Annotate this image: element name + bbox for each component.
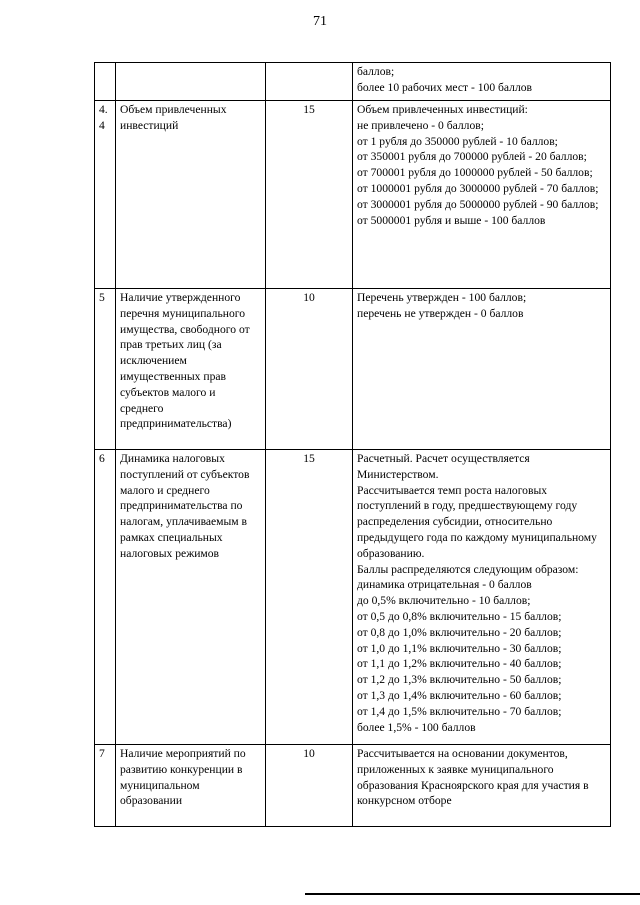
description-line: Рассчитывается на основании документов, приложенных к заявке муниципального образования Красноярского края для участия в конкурсном отборе xyxy=(357,747,589,808)
description-line: от 0,5 до 0,8% включительно - 15 баллов; xyxy=(357,609,562,623)
description-line: Рассчитывается темп роста налоговых поступлений в году, предшествующему году распределения субсидии, относительно предыдущего года по каждому муниципальному образованию. xyxy=(357,483,597,560)
description-line: более 1,5% - 100 баллов xyxy=(357,720,476,734)
criterion-name-cell xyxy=(116,63,266,101)
row-number-cell: 7 xyxy=(95,745,116,827)
scoring-description-cell xyxy=(353,63,611,101)
description-line: от 3000001 рубля до 5000000 рублей - 90 баллов; xyxy=(357,197,599,211)
weight-cell: 15 xyxy=(266,101,353,289)
scoring-description-cell xyxy=(353,289,611,450)
description-line: от 1,2 до 1,3% включительно - 50 баллов; xyxy=(357,673,562,687)
scan-edge-rule xyxy=(305,893,640,895)
description-line: Объем привлеченных инвестиций: xyxy=(357,103,528,116)
table-row xyxy=(95,63,611,101)
description-line: Перечень утвержден - 100 баллов; xyxy=(357,291,527,304)
page-number: 71 xyxy=(313,14,327,29)
table-row xyxy=(95,101,611,289)
weight-cell xyxy=(266,63,353,101)
weight-cell: 10 xyxy=(266,745,353,827)
description-line: баллов; xyxy=(357,65,395,78)
description-line: от 1,0 до 1,1% включительно - 30 баллов; xyxy=(357,641,562,655)
description-line: от 1,3 до 1,4% включительно - 60 баллов; xyxy=(357,688,562,702)
row-number-cell: 4.4 xyxy=(95,101,116,289)
table-row xyxy=(95,289,611,450)
description-line: перечень не утвержден - 0 баллов xyxy=(357,306,524,320)
weight-cell: 15 xyxy=(266,450,353,745)
description-line: не привлечено - 0 баллов; xyxy=(357,118,484,132)
criterion-name-cell: Объем привлеченных инвестиций xyxy=(116,101,266,289)
description-line: до 0,5% включительно - 10 баллов; xyxy=(357,594,531,608)
row-number-cell: 6 xyxy=(95,450,116,745)
description-line: Баллы распределяются следующим образом: xyxy=(357,562,579,576)
description-line: от 5000001 рубля и выше - 100 баллов xyxy=(357,213,546,227)
criterion-name-cell: Наличие мероприятий по развитию конкуренции в муниципальном образовании xyxy=(116,745,266,827)
description-line: от 1,4 до 1,5% включительно - 70 баллов; xyxy=(357,704,562,718)
description-line: от 1 рубля до 350000 рублей - 10 баллов; xyxy=(357,134,558,148)
row-number-cell xyxy=(95,63,116,101)
description-line: от 1,1 до 1,2% включительно - 40 баллов; xyxy=(357,657,562,671)
scoring-description-cell xyxy=(353,745,611,827)
row-number-cell: 5 xyxy=(95,289,116,450)
table-row xyxy=(95,745,611,827)
weight-cell: 10 xyxy=(266,289,353,450)
description-line: Расчетный. Расчет осуществляется Министерством. xyxy=(357,452,530,481)
scoring-description-cell xyxy=(353,450,611,745)
criterion-name-cell: Динамика налоговых поступлений от субъектов малого и среднего предпринимательства по налогам, уплачиваемым в рамках специальных налоговых режимов xyxy=(116,450,266,745)
scoring-description-cell xyxy=(353,101,611,289)
description-line: от 0,8 до 1,0% включительно - 20 баллов; xyxy=(357,625,562,639)
description-line: более 10 рабочих мест - 100 баллов xyxy=(357,80,532,94)
table-row xyxy=(95,450,611,745)
description-line: от 1000001 рубля до 3000000 рублей - 70 баллов; xyxy=(357,181,599,195)
description-line: динамика отрицательная - 0 баллов xyxy=(357,578,532,592)
criterion-name-cell: Наличие утвержденного перечня муниципального имущества, свободного от прав третьих лиц (за исключением имущественных прав субъектов малого и среднего предпринимательства) xyxy=(116,289,266,450)
description-line: от 350001 рубля до 700000 рублей - 20 баллов; xyxy=(357,150,587,164)
description-line: от 700001 рубля до 1000000 рублей - 50 баллов; xyxy=(357,166,593,180)
criteria-table xyxy=(94,62,611,827)
